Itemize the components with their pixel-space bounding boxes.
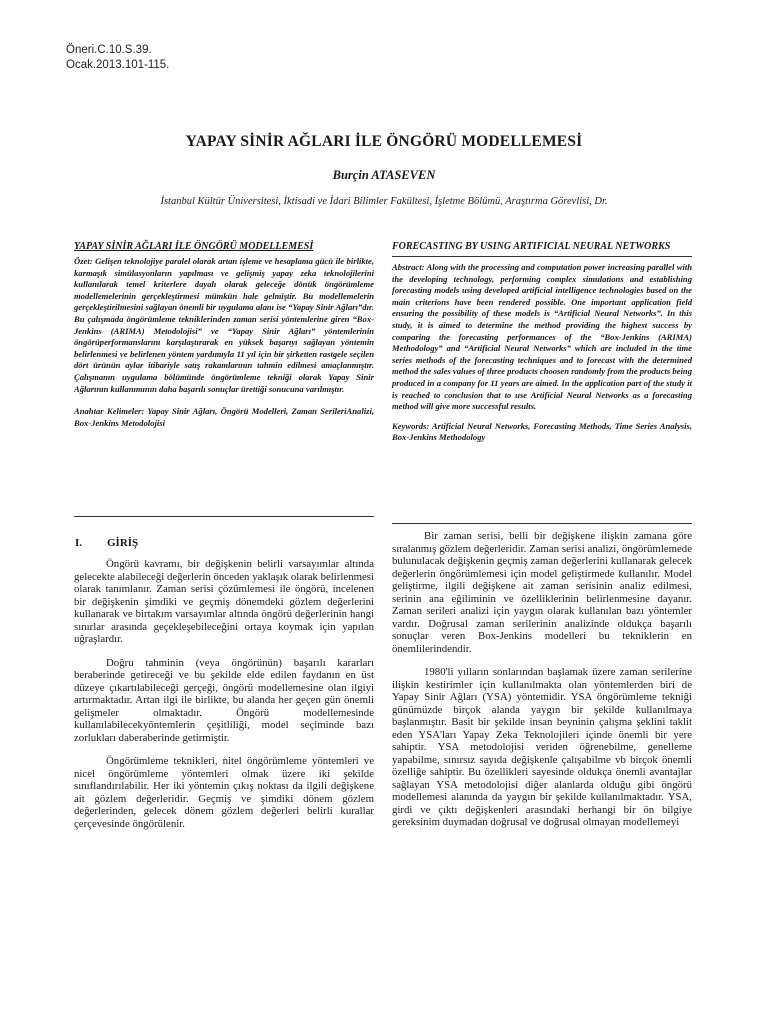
author-name: Burçin ATASEVEN: [332, 168, 436, 182]
abstract-turkish: [74, 241, 374, 429]
abstract-english: [392, 241, 692, 444]
section-number: I.: [75, 537, 83, 549]
body-paragraph: Bir zaman serisi, belli bir değişkene ilişkin zamana göre sıralanmış gözlem değerleridir. Zaman serisi analizi, öngörümlemede bulunulacak değişkenin geçmiş zaman değerlerini kullanarak gelecek değerlerin öngörümlemesi için model geliştirmede kullanılır. Model geliştirme, ilgili değişkene ait zaman serisinin analiz edilmesi, serinin ana eğiliminin ve özelliklerinin belirlenmesine dayanır. Zaman serileri analizi için yaygın olarak kullanılan bazı yöntemler vardır. Doğrusal zaman serilerinin analizinde oldukça başarılı sonuçlar veren Box-Jenkins modelleri bu tekniklerin en önemlilerindendir.: [392, 530, 692, 655]
abstract-right-bottom-rule: [392, 523, 692, 524]
keywords-turkish: Anahtar Kelimeler: Yapay Sinir Ağları, Öngörü Modelleri, Zaman SerileriAnalizi, Box-Jenkins Metodolojisi: [74, 406, 374, 428]
section-heading: [75, 537, 138, 549]
body-paragraph: 1980'li yılların sonlarından başlamak üzere zaman serilerine ilişkin kestirimler için kullanılmakta olan yöntemlerden biri de Yapay Sinir Ağları (YSA) yöntemidir. YSA öngörümleme tekniği günümüzde birçok alanda yaygın bir şekilde kullanılmaya başlanmıştır. Basit bir şekilde insan beyninin çalışma şeklini taklit eden YSA'ları Yapay Zeka Teknolojileri içinde önemli bir yere sahiptir. YSA metodolojisi veriden öğrenebilme, genelleme yapabilme, sınırsız sayıda değişkenle çalışabilme vb birçok önemli özelliğe sahiptir. Bu özellikleri sayesinde oldukça önemli avantajlar sağlayan YSA metodolojisi diğer alanlarda olduğu gibi öngörü modellemesi alanında da yaygın bir şekilde kullanılmaktadır. YSA, girdi ve çıktı değişkenleri arasındaki herhangi bir ön bilgiye gereksinim duymadan doğrusal ve doğrusal olmayan modellemeyi: [392, 666, 692, 828]
abstract-turkish-body: Özet: Gelişen teknolojiye paralel olarak artan işleme ve hesaplama gücü ile birlikte, karmaşık simülasyonların yapılması ve gelişmiş yapay zeka teknolojilerini kullanılarak temel kriterlere dayalı olarak geleceğe dönük öngörümleme modellemelerinin gerçekleştirmesi mümkün hale gelmiştir. Bu modellemelerin gerçekleştirilmesini sağlayan önemli bir uygulama alanı ise “Yapay Sinir Ağları”dır. Bu çalışmada öngörümleme tekniklerinden zaman serisi yöntemlerine giren “Box-Jenkins (ARIMA) Metodolojisi” ve “Yapay Sinir Ağları” yöntemlerinin öngörüperformanslarını karşılaştırarak en yüksek başarıyı sağlayan yöntemin belirlenmesi ve belirlenen yöntem yardımıyla 11 yıl için bir şirketten rastgele seçilen dört ürünün aylar itibariyle satış rakamlarının tahmin edilmesi amaçlanmıştır. Çalışmanın uygulama bölümünde öngörümleme tekniği olarak Yapay Sinir Ağlarının kullanımının daha başarılı sonuçlar ürettiği sonucuna varılmıştır.: [74, 256, 374, 394]
body-left-column: [74, 558, 374, 841]
body-paragraph: Öngörü kavramı, bir değişkenin belirli varsayımlar altında gelecekte alabileceği değerlerin önceden yaklaşık olarak belirlenmesi olarak tanımlanır. Zaman serisi çözümlemesi ile öngörü, incelenen bir değişkenin şimdiki ve geçmiş dönemdeki gözlem değerlerini kullanarak ve birtakım varsayımlar altında öngörü değerlerinin hangi sınırlar arasında geçekleşebileceğini ortaya koymak için yapılan uğraşlardır.: [74, 558, 374, 645]
abstract-english-body: Abstract: Along with the processing and computation power increasing parallel with the developing technology, performing complex simulations and establishing forecasting models using developed artificial intelligence technologies based on the main criterions have been rendered possible. One important application field ensuring the possibility of these models is “Artificial Neural Networks”. In this study, it is aimed to determine the method providing the highest success by comparing the forecasting performances of the “Box-Jenkins (ARIMA) Methodology” and “Artificial Neural Networks” which are included in the time series methods of the forecasting techniques and to forecast with the determined method the sales values of three products choosen randomly from the products being produced in a company for 11 years are aimed. In the application part of the study it is reached to conclusion that to use Artificial Neural Networks as a forecasting method will give more successful results.: [392, 262, 692, 412]
paper-title: YAPAY SİNİR AĞLARI İLE ÖNGÖRÜ MODELLEMESİ: [185, 133, 583, 150]
body-paragraph: Öngörümleme teknikleri, nitel öngörümleme yöntemleri ve nicel öngörümleme yöntemleri olmak üzere iki şekilde sınıflandırılabilir. Her iki yöntemin çıkış noktası da ilgili değişkene ait gözlem değerleridir. Geçmiş ve şimdiki dönem gözlem değerlerinden, gelecek dönem gözlem değerleri belirli kurallar çerçevesinde öngörülenir.: [74, 755, 374, 830]
section-title: GİRİŞ: [107, 537, 139, 549]
abstract-turkish-heading: YAPAY SİNİR AĞLARI İLE ÖNGÖRÜ MODELLEMESİ: [74, 241, 314, 252]
abstract-right-top-rule: [392, 256, 692, 257]
author-affiliation: İstanbul Kültür Üniversitesi, İktisadi ve İdari Bilimler Fakültesi, İşletme Bölümü, Araştırma Görevlisi, Dr.: [160, 196, 608, 207]
body-paragraph: Doğru tahminin (veya öngörünün) başarılı kararları beraberinde getireceği ve bu şekilde elde edilen faydanın en üst düzeye çıkartılabileceği gerçeği, öngörü modellemesine olan ilgiyi artırmaktadır. Artan ilgi ile birlikte, bu alanda her geçen gün önemli gelişmeler olmaktadır. Öngörü modellemesinde kullanılabilecekyöntemlerin çeşitliliği, model seçiminde bazı zorlukları daberaberinde getirmiştir.: [74, 656, 374, 744]
abstract-english-heading: FORECASTING BY USING ARTIFICIAL NEURAL NETWORKS: [392, 241, 671, 252]
keywords-english: Keywords: Artificial Neural Networks, Forecasting Methods, Time Series Analysis, Box-Jenkins Methodology: [392, 420, 692, 443]
journal-reference: [66, 43, 169, 73]
journal-volume-line: Öneri.C.10.S.39.: [66, 44, 152, 56]
abstract-left-bottom-rule: [74, 516, 374, 517]
journal-date-line: Ocak.2013.101-115.: [66, 59, 170, 71]
body-right-column: [392, 530, 692, 840]
